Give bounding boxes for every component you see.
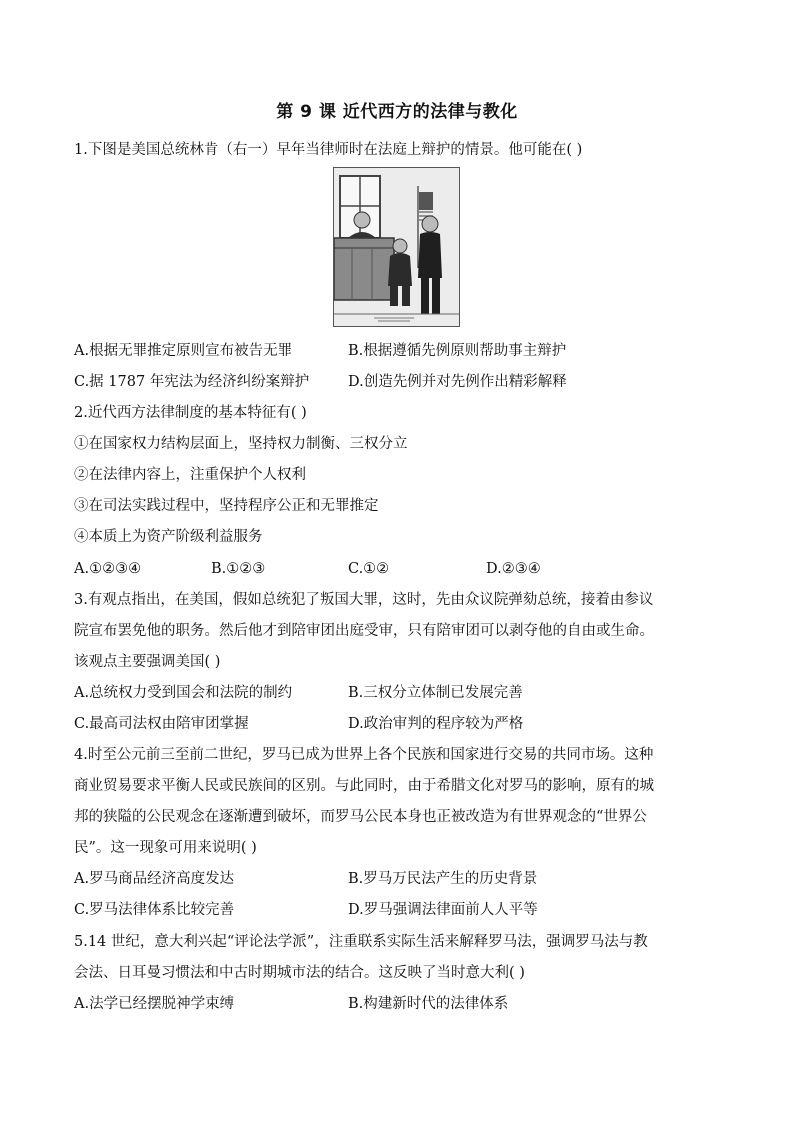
- question-2-option-d: D.②③④: [486, 561, 541, 577]
- question-1-option-a: A.根据无罪推定原则宣布被告无罪: [74, 343, 293, 359]
- question-5-stem-line-2: 会法、日耳曼习惯法和中古时期城市法的结合。这反映了当时意大利( ): [74, 965, 525, 981]
- question-4-option-d: D.罗马强调法律面前人人平等: [348, 902, 538, 918]
- question-5-option-b: B.构建新时代的法律体系: [348, 996, 509, 1012]
- question-2-statement-4: ④本质上为资产阶级利益服务: [74, 529, 263, 545]
- question-3-stem-line-3: 该观点主要强调美国( ): [74, 654, 221, 670]
- question-3-option-d: D.政治审判的程序较为严格: [348, 716, 524, 732]
- question-2-option-a: A.①②③④: [74, 561, 142, 577]
- question-5-stem-line-1: 5.14 世纪，意大利兴起“评论法学派”，注重联系实际生活来解释罗马法，强调罗马法与教: [74, 934, 648, 950]
- question-1-option-c: C.据 1787 年宪法为经济纠纷案辩护: [74, 374, 310, 390]
- question-1-stem: 1.下图是美国总统林肯（右一）早年当律师时在法庭上辩护的情景。他可能在( ): [74, 142, 583, 158]
- question-4-option-b: B.罗马万民法产生的历史背景: [348, 871, 538, 887]
- question-3-stem-line-1: 3.有观点指出，在美国，假如总统犯了叛国大罪，这时，先由众议院弹劾总统，接着由参议: [74, 592, 654, 608]
- question-4-stem-line-3: 邦的狭隘的公民观念在逐渐遭到破坏，而罗马公民本身也正被改造为有世界观念的“世界公: [74, 809, 647, 825]
- question-4-stem-line-4: 民”。这一现象可用来说明( ): [74, 840, 257, 856]
- question-4-stem-line-1: 4.时至公元前三至前二世纪，罗马已成为世界上各个民族和国家进行交易的共同市场。这种: [74, 747, 654, 763]
- lincoln-courtroom-illustration: [333, 167, 460, 327]
- question-4-option-c: C.罗马法律体系比较完善: [74, 902, 235, 918]
- question-3-option-c: C.最高司法权由陪审团掌握: [74, 716, 249, 732]
- question-1-option-d: D.创造先例并对先例作出精彩解释: [348, 374, 567, 390]
- question-2-option-c: C.①②: [348, 561, 390, 577]
- question-2-statement-1: ①在国家权力结构层面上，坚持权力制衡、三权分立: [74, 436, 408, 452]
- question-2-stem: 2.近代西方法律制度的基本特征有( ): [74, 405, 307, 421]
- question-3-stem-line-2: 院宣布罢免他的职务。然后他才到陪审团出庭受审，只有陪审团可以剥夺他的自由或生命。: [74, 623, 654, 639]
- question-2-statement-3: ③在司法实践过程中，坚持程序公正和无罪推定: [74, 498, 379, 514]
- question-3-option-a: A.总统权力受到国会和法院的制约: [74, 685, 293, 701]
- lesson-title: 第 9 课 近代西方的法律与教化: [276, 102, 518, 122]
- question-2-statement-2: ②在法律内容上，注重保护个人权利: [74, 467, 306, 483]
- question-4-stem-line-2: 商业贸易要求平衡人民或民族间的区别。与此同时，由于希腊文化对罗马的影响，原有的城: [74, 778, 654, 794]
- question-1-option-b: B.根据遵循先例原则帮助事主辩护: [348, 343, 567, 359]
- question-2-option-b: B.①②③: [211, 561, 266, 577]
- question-5-option-a: A.法学已经摆脱神学束缚: [74, 996, 235, 1012]
- question-4-option-a: A.罗马商品经济高度发达: [74, 871, 235, 887]
- question-3-option-b: B.三权分立体制已发展完善: [348, 685, 523, 701]
